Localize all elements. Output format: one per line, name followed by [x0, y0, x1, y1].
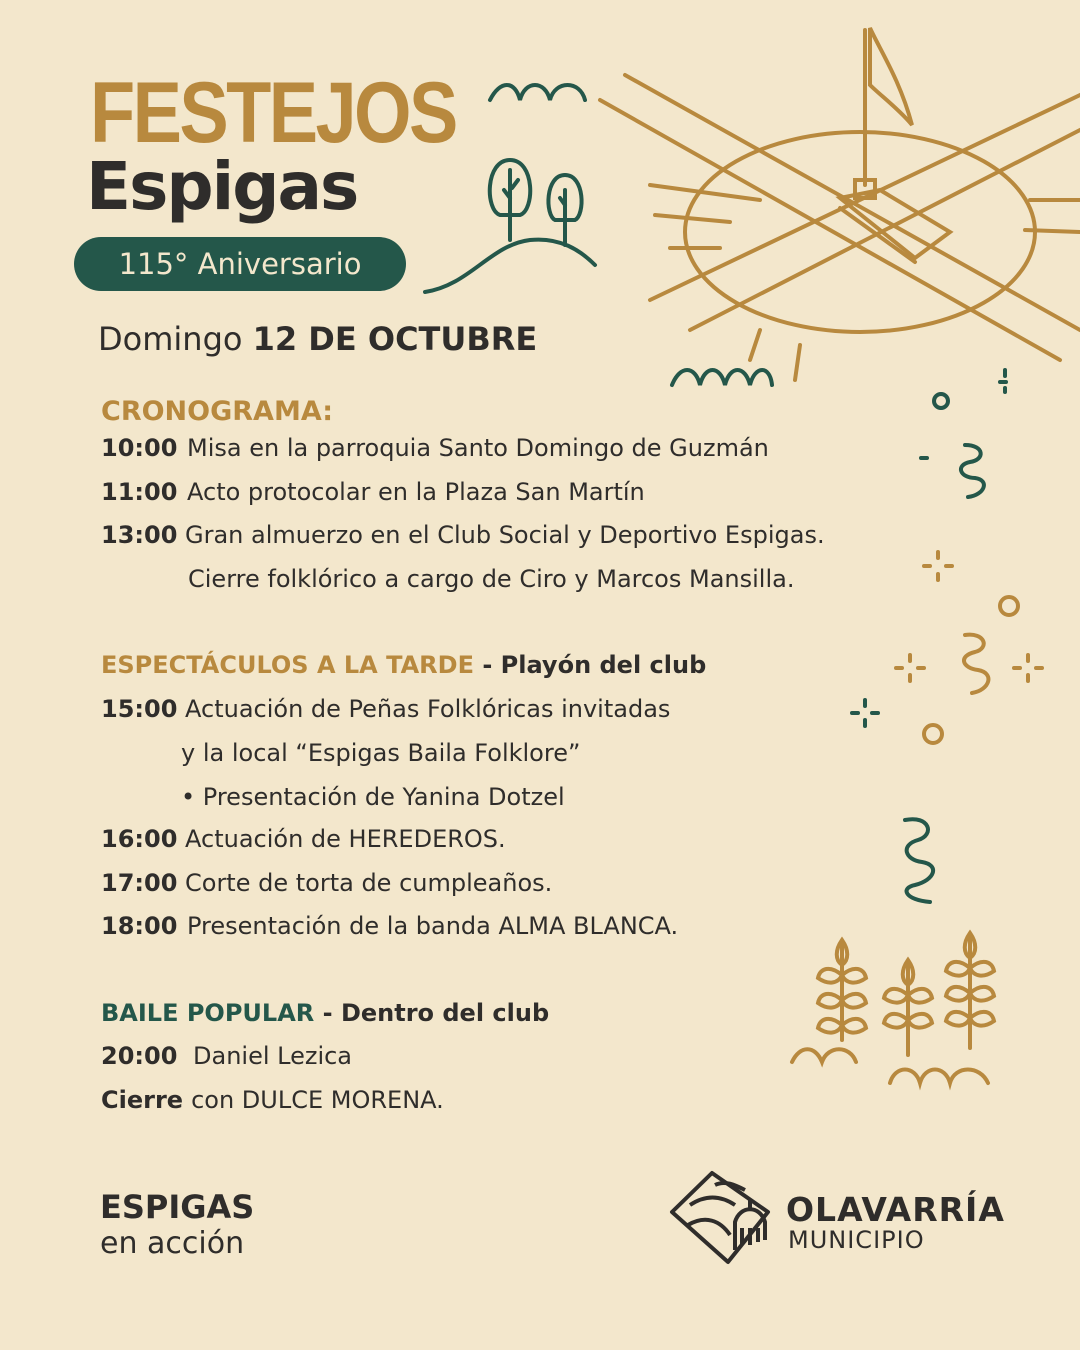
anniversary-badge: 115° Aniversario [74, 237, 406, 291]
plaza-illustration-icon [600, 28, 1080, 380]
item-time: 16:00 [101, 825, 178, 853]
item-text: Gran almuerzo en el Club Social y Deportivo Espigas. [185, 521, 825, 549]
item-time: 17:00 [101, 869, 178, 897]
item-text: Cierre folklórico a cargo de Ciro y Marcos Mansilla. [188, 565, 795, 593]
list-item [101, 783, 565, 811]
list-item [101, 521, 825, 549]
list-item [101, 478, 645, 506]
item-text: Actuación de HEREDEROS. [185, 825, 506, 853]
item-time: 20:00 [101, 1042, 178, 1070]
title-espigas: Espigas [86, 148, 358, 225]
cronograma-title: CRONOGRAMA: [101, 396, 334, 427]
title-festejos: FESTEJOS [90, 65, 456, 161]
baile-title [101, 999, 549, 1027]
item-text: Acto protocolar en la Plaza San Martín [187, 478, 645, 506]
baile-title-main: BAILE POPULAR [101, 999, 315, 1027]
list-item [101, 565, 794, 593]
list-item [101, 825, 506, 853]
tarde-title-sub: - Playón del club [473, 651, 707, 679]
tarde-title [101, 651, 706, 679]
list-item [101, 695, 670, 723]
item-time: 11:00 [101, 478, 178, 506]
item-text: • Presentación de Yanina Dotzel [181, 783, 565, 811]
item-time: 15:00 [101, 695, 178, 723]
item-text: con DULCE MORENA. [191, 1086, 444, 1114]
item-text: Daniel Lezica [193, 1042, 353, 1070]
footer-espigas: ESPIGAS [100, 1188, 255, 1226]
item-time: Cierre [101, 1086, 184, 1114]
footer-en-accion: en acción [100, 1226, 245, 1261]
list-item [101, 912, 678, 940]
item-text: Corte de torta de cumpleaños. [185, 869, 553, 897]
event-date [98, 320, 537, 358]
wheat-icon [792, 933, 994, 1083]
logo-sub: MUNICIPIO [788, 1226, 925, 1254]
date-prefix: Domingo [98, 320, 253, 358]
item-time: 18:00 [101, 912, 178, 940]
item-text: y la local “Espigas Baila Folklore” [181, 739, 581, 767]
list-item [101, 739, 580, 767]
tarde-title-main: ESPECTÁCULOS A LA TARDE [101, 651, 474, 679]
item-text: Presentación de la banda ALMA BLANCA. [187, 912, 679, 940]
logo-name: OLAVARRÍA [786, 1190, 1005, 1229]
list-item [101, 1086, 444, 1114]
list-item [101, 434, 769, 462]
date-bold: 12 DE OCTUBRE [252, 320, 538, 358]
olavarria-logo-icon [672, 1173, 768, 1262]
list-item [101, 1042, 352, 1070]
item-text: Misa en la parroquia Santo Domingo de Guzmán [187, 434, 769, 462]
list-item [101, 869, 552, 897]
item-time: 13:00 [101, 521, 178, 549]
baile-title-sub: - Dentro del club [314, 999, 550, 1027]
item-time: 10:00 [101, 434, 178, 462]
item-text: Actuación de Peñas Folklóricas invitadas [185, 695, 671, 723]
